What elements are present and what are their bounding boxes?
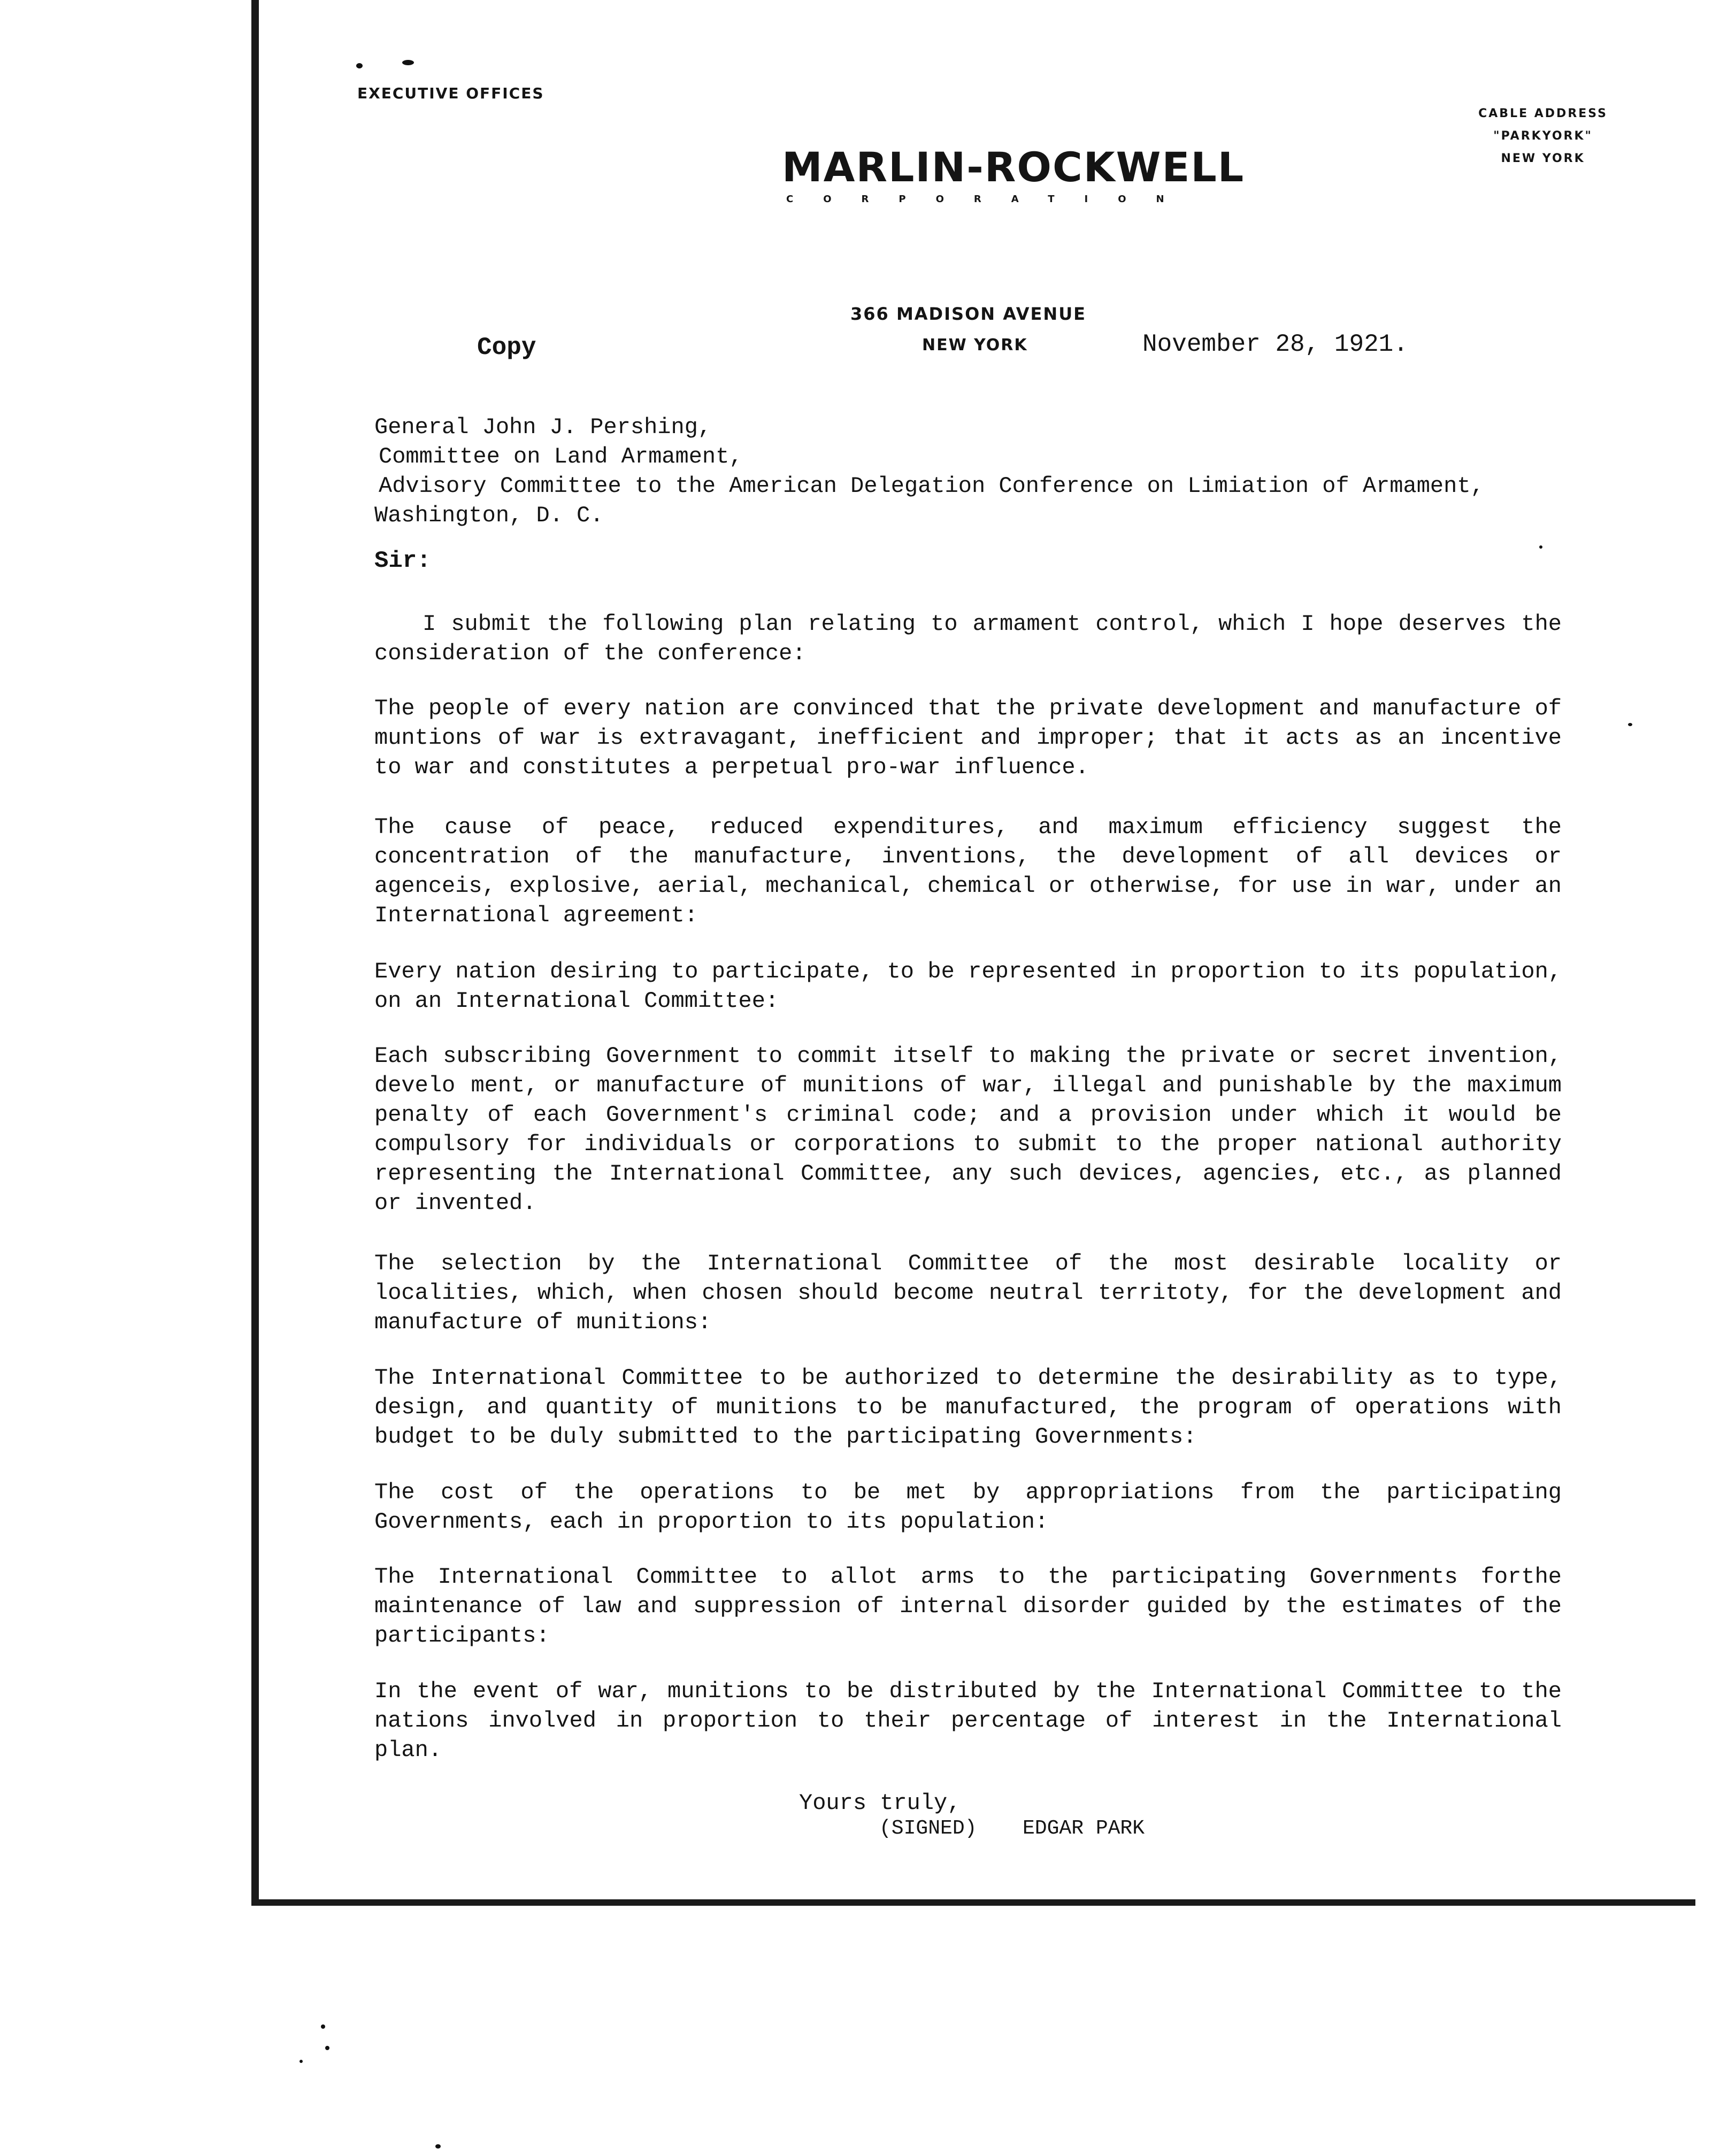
scan-speck bbox=[321, 2024, 325, 2029]
scan-speck bbox=[1628, 723, 1632, 726]
salutation: Sir: bbox=[374, 548, 431, 574]
body-paragraph: The selection by the International Committee of the most desirable locality or localities, which, when chosen should become neutral territoty, for the development and manufacture of munitions: bbox=[374, 1251, 1562, 1335]
recipient-block bbox=[374, 413, 1484, 530]
cable-address-label: CABLE ADDRESS bbox=[1478, 107, 1608, 120]
closing: Yours truly, bbox=[799, 1790, 961, 1816]
scan-speck bbox=[1539, 545, 1542, 549]
scan-speck bbox=[325, 2046, 329, 2050]
address-street: 366 MADISON AVENUE bbox=[850, 304, 1087, 324]
body-paragraph: Each subscribing Government to commit itself to making the private or secret invention, develo ment, or manufacture of munitions of war, illegal and punishable by the maximum penalty of each Government's criminal code; and a provision under which it would be compulsory for individuals or corporations to submit to the proper national authority representing the International Committee, any such devices, agencies, etc., as planned or invented. bbox=[374, 1043, 1562, 1216]
letter-date: November 28, 1921. bbox=[1142, 330, 1408, 358]
cable-address-block bbox=[1478, 103, 1608, 170]
signed-note: (SIGNED) bbox=[879, 1817, 977, 1840]
scan-speck bbox=[300, 2060, 303, 2063]
recipient-line: General John J. Pershing, bbox=[374, 414, 712, 440]
body-paragraph: The people of every nation are convinced that the private development and manufacture of muntions of war is extravagant, inefficient and improper; that it acts as an incentive to war and constitutes a perpetual pro-war influence. bbox=[374, 696, 1562, 780]
scan-speck bbox=[356, 63, 363, 68]
body-paragraph: The cost of the operations to be met by appropriations from the participating Governments, each in proportion to its population: bbox=[374, 1480, 1562, 1535]
body-paragraph: The International Committee to be authorized to determine the desirability as to type, design, and quantity of munitions to be manufactured, the program of operations with budget to be duly submitted to the participating Governments: bbox=[374, 1365, 1562, 1450]
company-name: MARLIN-ROCKWELL bbox=[782, 143, 1245, 191]
recipient-line: Washington, D. C. bbox=[374, 503, 604, 528]
page-bottom-edge bbox=[251, 1899, 1695, 1906]
cable-code: "PARKYORK" bbox=[1493, 129, 1593, 143]
executive-offices-label: EXECUTIVE OFFICES bbox=[357, 84, 544, 102]
body-paragraph: The International Committee to allot arms to the participating Governments forthe maintenance of law and suppression of internal disorder guided by the estimates of the participants: bbox=[374, 1564, 1562, 1649]
address-city: NEW YORK bbox=[922, 336, 1028, 355]
cable-city: NEW YORK bbox=[1501, 152, 1585, 165]
body-paragraph: Every nation desiring to participate, to be represented in proportion to its population, on an International Committee: bbox=[374, 959, 1562, 1014]
signer-name: EDGAR PARK bbox=[1023, 1817, 1145, 1840]
page-left-edge bbox=[251, 0, 259, 1904]
copy-label: Copy bbox=[477, 334, 536, 361]
scan-speck bbox=[435, 2144, 441, 2149]
recipient-line: Advisory Committee to the American Delegation Conference on Limiation of Armament, bbox=[379, 473, 1484, 499]
body-paragraph: The cause of peace, reduced expenditures, and maximum efficiency suggest the concentration of the manufacture, inventions, the development of all devices or agenceis, explosive, aerial, mechanical, chemical or otherwise, for use in war, under an International agreement: bbox=[374, 814, 1562, 928]
body-paragraph: I submit the following plan relating to armament control, which I hope deserves the consideration of the conference: bbox=[374, 611, 1562, 666]
company-sub-label: CORPORATION bbox=[786, 194, 1194, 205]
recipient-line: Committee on Land Armament, bbox=[379, 444, 743, 469]
scan-speck bbox=[402, 60, 414, 65]
body-paragraph: In the event of war, munitions to be distributed by the International Committee to the nations involved in proportion to their percentage of interest in the International plan. bbox=[374, 1678, 1562, 1763]
